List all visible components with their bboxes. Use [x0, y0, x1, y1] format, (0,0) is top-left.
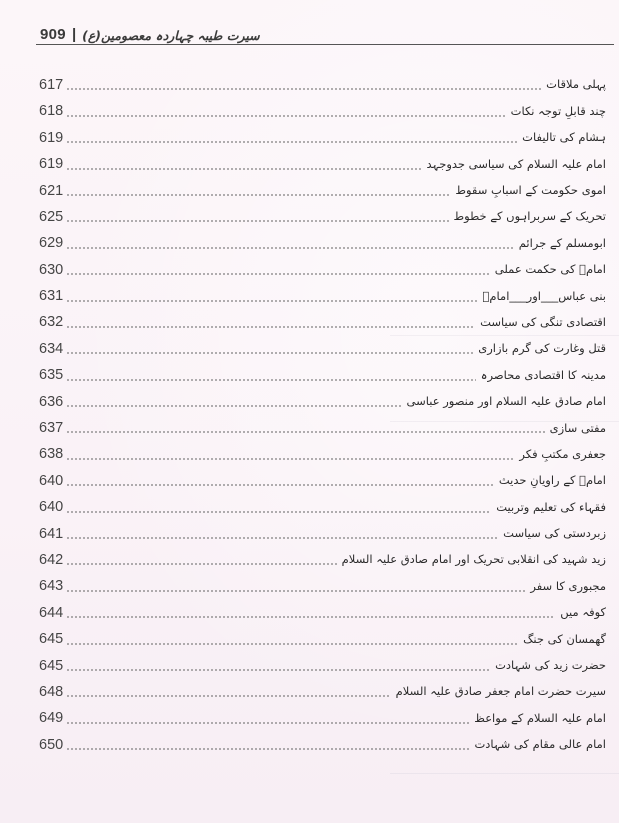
toc-entry — [39, 72, 606, 98]
toc-entry — [39, 230, 606, 256]
toc-entry — [39, 441, 606, 467]
toc-entry — [39, 679, 606, 705]
toc-entry-title: امام علیہ السلام کے مواعظ — [474, 710, 606, 725]
dot-leader — [66, 669, 490, 671]
toc-entry-title: سیرت حضرت امام جعفر صادق علیہ السلام — [395, 684, 606, 699]
toc-entry — [39, 521, 606, 547]
toc-page-number: 635 — [39, 367, 64, 384]
scan-artifact — [390, 773, 619, 774]
toc-entry — [39, 547, 606, 573]
toc-page-number: 640 — [39, 499, 64, 516]
toc-page-number: 625 — [39, 208, 64, 225]
dot-leader — [66, 141, 517, 143]
toc-entry-title: امامؑ کے راویانِ حدیث — [498, 473, 606, 488]
toc-entry-title: امام عالی مقام کی شہادت — [474, 737, 606, 752]
toc-entry — [39, 204, 606, 230]
dot-leader — [66, 695, 390, 697]
toc-entry — [39, 389, 606, 415]
toc-page-number: 629 — [39, 235, 64, 252]
toc-page-number: 650 — [39, 736, 64, 753]
toc-entry-title: بنی عباس___اور___امامؑ — [482, 288, 606, 303]
dot-leader — [66, 194, 450, 196]
toc-page-number: 619 — [39, 129, 64, 146]
toc-page-number: 621 — [39, 182, 64, 199]
toc-page-number: 645 — [39, 631, 64, 648]
dot-leader — [66, 537, 498, 539]
toc-page-number: 642 — [39, 551, 64, 568]
toc-entry — [39, 257, 606, 283]
toc-entry-title: امام صادق علیہ السلام اور منصور عباسی — [406, 394, 606, 409]
dot-leader — [66, 326, 475, 328]
toc-page-number: 649 — [39, 710, 64, 727]
dot-leader — [66, 247, 514, 249]
dot-leader — [66, 458, 514, 460]
toc-page-number: 643 — [39, 578, 64, 595]
book-title: سیرت طیبہ چہاردہ معصومین(ع) — [82, 28, 260, 43]
toc-entry — [39, 178, 606, 204]
dot-leader — [66, 590, 525, 592]
toc-entry-title: مدینہ کا اقتصادی محاصرہ — [480, 367, 606, 382]
toc-entry-title: امام علیہ السلام کی سیاسی جدوجہد — [426, 156, 606, 171]
toc-page-number: 619 — [39, 156, 64, 173]
toc-entry — [39, 573, 606, 599]
toc-entry-title: قتل وغارت کی گرم بازاری — [478, 341, 606, 356]
toc-entry-title: گھمسان کی جنگ — [523, 631, 606, 646]
toc-entry — [39, 151, 606, 177]
toc-page-number: 634 — [39, 340, 64, 357]
dot-leader — [66, 379, 476, 381]
toc-entry-title: زید شہید کی انقلابی تحریک اور امام صادق علیہ السلام — [341, 552, 606, 567]
dot-leader — [66, 431, 544, 433]
toc-entry — [39, 600, 606, 626]
toc-entry-title: تحریک کے سربراہوں کے خطوط — [453, 209, 606, 224]
toc-entry-title: چند قابلِ توجہ نکات — [510, 103, 606, 118]
toc-entry — [39, 626, 606, 652]
toc-entry-title: اموی حکومت کے اسبابِ سقوط — [455, 183, 606, 197]
toc-entry-title: زبردستی کی سیاست — [503, 526, 606, 541]
toc-entry-title: کوفہ میں — [560, 605, 606, 620]
toc-entry — [39, 310, 606, 336]
running-header — [36, 22, 614, 45]
header-content — [40, 26, 260, 43]
table-of-contents — [39, 72, 606, 758]
toc-page-number: 641 — [39, 525, 64, 542]
toc-page-number: 636 — [39, 393, 64, 410]
toc-entry — [39, 283, 606, 309]
toc-entry — [39, 653, 606, 679]
dot-leader — [66, 405, 401, 407]
dot-leader — [66, 484, 494, 486]
dot-leader — [66, 273, 490, 275]
toc-page-number: 637 — [39, 420, 64, 437]
toc-entry-title: پہلی ملاقات — [546, 77, 606, 92]
toc-page-number: 618 — [39, 103, 64, 120]
header-separator: | — [71, 26, 77, 43]
toc-entry — [39, 468, 606, 494]
toc-entry-title: اقتصادی تنگی کی سیاست — [480, 314, 606, 329]
dot-leader — [66, 722, 469, 724]
toc-entry-title: مفتی سازی — [549, 420, 606, 435]
toc-entry-title: ابومسلم کے جرائم — [518, 235, 606, 250]
toc-entry — [39, 362, 606, 388]
toc-entry — [39, 125, 606, 151]
toc-page-number: 631 — [39, 288, 64, 305]
toc-entry — [39, 336, 606, 362]
toc-entry-title: مجبوری کا سفر — [530, 578, 606, 593]
dot-leader — [66, 168, 421, 170]
dot-leader — [66, 300, 477, 302]
toc-entry — [39, 705, 606, 731]
toc-page-number: 645 — [39, 657, 64, 674]
toc-page-number: 617 — [39, 76, 64, 93]
toc-page-number: 638 — [39, 446, 64, 463]
dot-leader — [66, 511, 491, 513]
dot-leader — [66, 643, 518, 645]
toc-page-number: 632 — [39, 314, 64, 331]
dot-leader — [66, 352, 473, 354]
toc-page-number: 644 — [39, 604, 64, 621]
toc-entry-title: امامؑ کی حکمت عملی — [494, 262, 606, 277]
toc-page-number: 630 — [39, 261, 64, 278]
toc-entry — [39, 415, 606, 441]
dot-leader — [66, 563, 336, 565]
toc-entry-title: فقہاء کی تعلیم وتربیت — [496, 499, 606, 514]
dot-leader — [66, 220, 448, 222]
toc-page-number: 648 — [39, 683, 64, 700]
page-number: 909 — [40, 26, 66, 43]
toc-entry — [39, 98, 606, 124]
toc-entry-title: جعفری مکتبِ فکر — [519, 446, 606, 461]
dot-leader — [66, 748, 469, 750]
dot-leader — [66, 616, 555, 618]
toc-entry-title: حضرت زید کی شہادت — [495, 658, 606, 673]
toc-page-number: 640 — [39, 472, 64, 489]
toc-entry — [39, 732, 606, 758]
dot-leader — [66, 88, 541, 90]
toc-entry-title: ہشام کی تالیفات — [522, 130, 606, 145]
dot-leader — [66, 115, 505, 117]
toc-entry — [39, 494, 606, 520]
